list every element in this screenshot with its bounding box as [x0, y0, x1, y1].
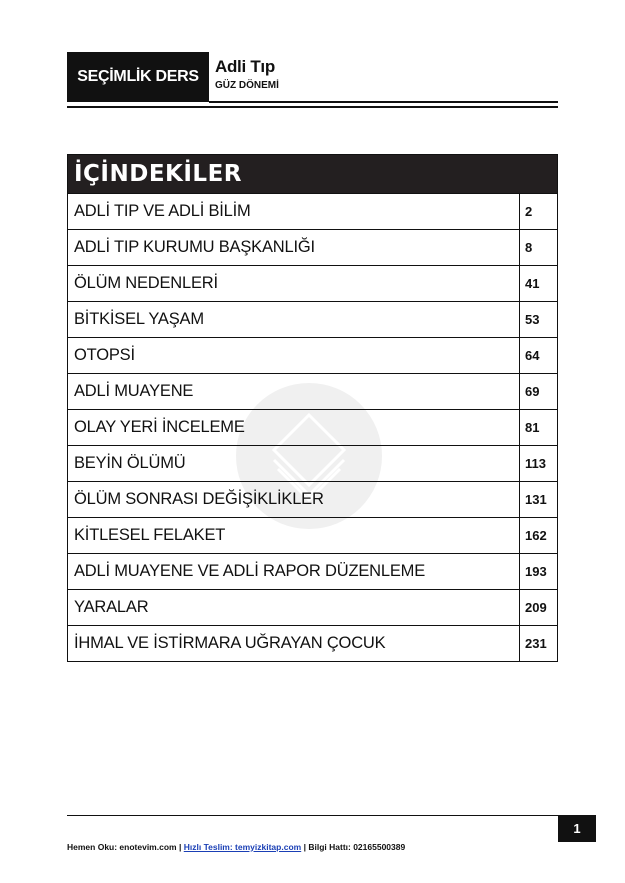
- toc-row[interactable]: [68, 338, 558, 374]
- toc-entry-page: 2: [520, 194, 558, 230]
- footer-rule: [67, 815, 558, 816]
- toc-row[interactable]: [68, 302, 558, 338]
- toc-entry-title: ÖLÜM SONRASI DEĞİŞİKLİKLER: [68, 482, 520, 518]
- toc-row[interactable]: [68, 482, 558, 518]
- toc-entry-title: BEYİN ÖLÜMÜ: [68, 446, 520, 482]
- toc-entry-title: OTOPSİ: [68, 338, 520, 374]
- toc-row[interactable]: [68, 590, 558, 626]
- toc-row[interactable]: [68, 410, 558, 446]
- toc-row[interactable]: [68, 266, 558, 302]
- footer-delivery-link[interactable]: Hızlı Teslim: temyizkitap.com: [183, 842, 302, 852]
- table-of-contents: [67, 154, 558, 662]
- toc-row[interactable]: [68, 554, 558, 590]
- toc-entry-title: ADLİ TIP KURUMU BAŞKANLIĞI: [68, 230, 520, 266]
- toc-entry-page: 41: [520, 266, 558, 302]
- page-number: 1: [558, 815, 596, 842]
- toc-entry-title: OLAY YERİ İNCELEME: [68, 410, 520, 446]
- header-rule-bottom: [67, 106, 558, 108]
- toc-row[interactable]: [68, 194, 558, 230]
- term-label: GÜZ DÖNEMİ: [215, 80, 279, 91]
- toc-row[interactable]: [68, 374, 558, 410]
- toc-entry-title: ADLİ MUAYENE VE ADLİ RAPOR DÜZENLEME: [68, 554, 520, 590]
- course-type-badge: SEÇİMLİK DERS: [67, 52, 209, 102]
- toc-entry-page: 209: [520, 590, 558, 626]
- toc-entry-page: 53: [520, 302, 558, 338]
- toc-entry-title: ADLİ MUAYENE: [68, 374, 520, 410]
- toc-row[interactable]: [68, 518, 558, 554]
- toc-entry-page: 69: [520, 374, 558, 410]
- toc-entry-page: 8: [520, 230, 558, 266]
- toc-row[interactable]: [68, 230, 558, 266]
- toc-entry-page: 162: [520, 518, 558, 554]
- footer-separator: |: [178, 842, 182, 852]
- header-rule-top: [209, 101, 558, 103]
- toc-row[interactable]: [68, 626, 558, 662]
- toc-entry-title: KİTLESEL FELAKET: [68, 518, 520, 554]
- toc-row[interactable]: [68, 446, 558, 482]
- toc-entry-title: İHMAL VE İSTİRMARA UĞRAYAN ÇOCUK: [68, 626, 520, 662]
- toc-entry-title: ADLİ TIP VE ADLİ BİLİM: [68, 194, 520, 230]
- toc-entry-title: YARALAR: [68, 590, 520, 626]
- footer-text: [67, 842, 405, 852]
- footer-read-online: Hemen Oku: enotevim.com: [67, 842, 177, 852]
- footer-info-line: Bilgi Hattı: 02165500389: [308, 842, 406, 852]
- footer-separator: |: [303, 842, 306, 852]
- toc-entry-page: 193: [520, 554, 558, 590]
- toc-entry-page: 131: [520, 482, 558, 518]
- toc-entry-page: 81: [520, 410, 558, 446]
- toc-entry-page: 64: [520, 338, 558, 374]
- toc-entry-page: 231: [520, 626, 558, 662]
- toc-entry-title: BİTKİSEL YAŞAM: [68, 302, 520, 338]
- toc-heading: İÇİNDEKİLER: [68, 155, 558, 194]
- course-title: Adli Tıp: [215, 57, 275, 76]
- toc-entry-page: 113: [520, 446, 558, 482]
- toc-entry-title: ÖLÜM NEDENLERİ: [68, 266, 520, 302]
